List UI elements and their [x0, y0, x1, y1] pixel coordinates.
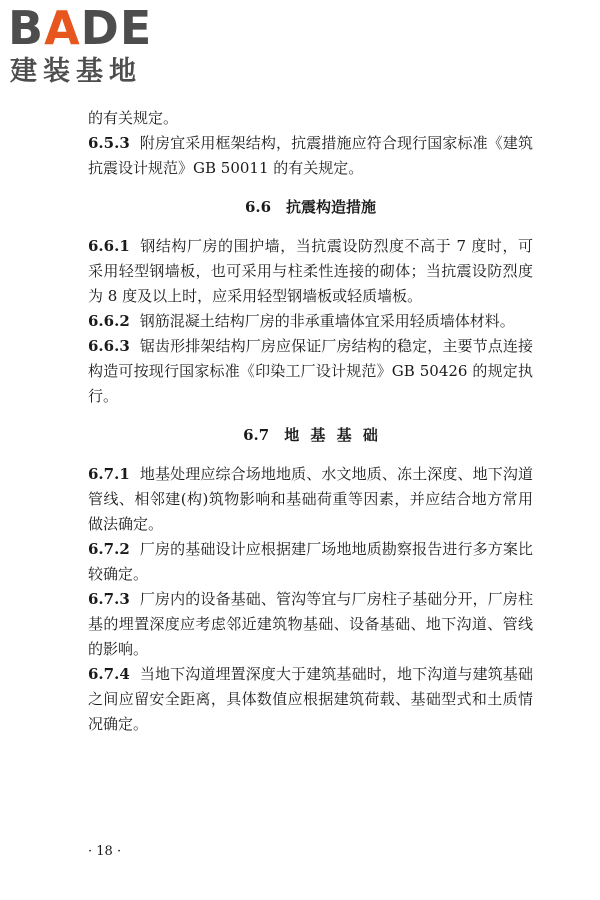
clause-6-7-1 [88, 462, 533, 537]
paragraph-continuation [88, 106, 533, 131]
clause-text: 锯齿形排架结构厂房应保证厂房结构的稳定，主要节点连接构造可按现行国家标准《印染工厂设计规范》GB 50426 的规定执行。 [88, 337, 533, 405]
clause-text: 厂房的基础设计应根据建厂场地地质勘察报告进行多方案比较确定。 [88, 540, 533, 583]
brand-logo [8, 2, 178, 94]
brand-letter-b: B [8, 1, 45, 55]
clause-text: 厂房内的设备基础、管沟等宜与厂房柱子基础分开，厂房柱基的埋置深度应考虑邻近建筑物基础、设备基础、地下沟道、管线的影响。 [88, 590, 533, 658]
paragraph-text: 的有关规定。 [88, 109, 179, 127]
clause-6-5-3 [88, 131, 533, 181]
clause-text: 附房宜采用框架结构，抗震措施应符合现行国家标准《建筑抗震设计规范》GB 50011 的有关规定。 [88, 134, 533, 177]
clause-number: 6.6.1 [88, 237, 130, 255]
clause-number: 6.7.3 [88, 590, 130, 608]
clause-text: 钢结构厂房的围护墙，当抗震设防烈度不高于 7 度时，可采用轻型钢墙板，也可采用与柱柔性连接的砌体；当抗震设防烈度为 8 度及以上时，应采用轻型钢墙板或轻质墙板。 [88, 237, 533, 305]
brand-letters-de: DE [80, 1, 153, 55]
section-heading-6-6: 6.6 抗震构造措施 [244, 198, 377, 216]
clause-6-6-3 [88, 334, 533, 409]
clause-number: 6.5.3 [88, 134, 130, 152]
brand-subtitle: 建装基地 [10, 56, 142, 87]
brand-letter-a-accent: A [44, 1, 81, 55]
clause-number: 6.7.1 [88, 465, 130, 483]
clause-text: 当地下沟道埋置深度大于建筑基础时，地下沟道与建筑基础之间应留安全距离，具体数值应根据建筑荷载、基础型式和土质情况确定。 [88, 665, 533, 733]
section-heading-6-7: 6.7 地 基 基 础 [243, 426, 378, 444]
clause-number: 6.6.3 [88, 337, 130, 355]
clause-6-6-2 [88, 309, 533, 334]
clause-number: 6.6.2 [88, 312, 130, 330]
brand-wordmark [8, 2, 152, 54]
clause-number: 6.7.2 [88, 540, 130, 558]
clause-6-7-2 [88, 537, 533, 587]
clause-6-6-1 [88, 234, 533, 309]
clause-6-7-3 [88, 587, 533, 662]
page-number: · 18 · [88, 844, 122, 859]
clause-text: 地基处理应综合场地地质、水文地质、冻土深度、地下沟道管线、相邻建(构)筑物影响和基础荷重等因素，并应结合地方常用做法确定。 [88, 465, 533, 533]
clause-text: 钢筋混凝土结构厂房的非承重墙体宜采用轻质墙体材料。 [139, 312, 515, 330]
clause-number: 6.7.4 [88, 665, 130, 683]
clause-6-7-4 [88, 662, 533, 737]
document-body [88, 106, 533, 737]
